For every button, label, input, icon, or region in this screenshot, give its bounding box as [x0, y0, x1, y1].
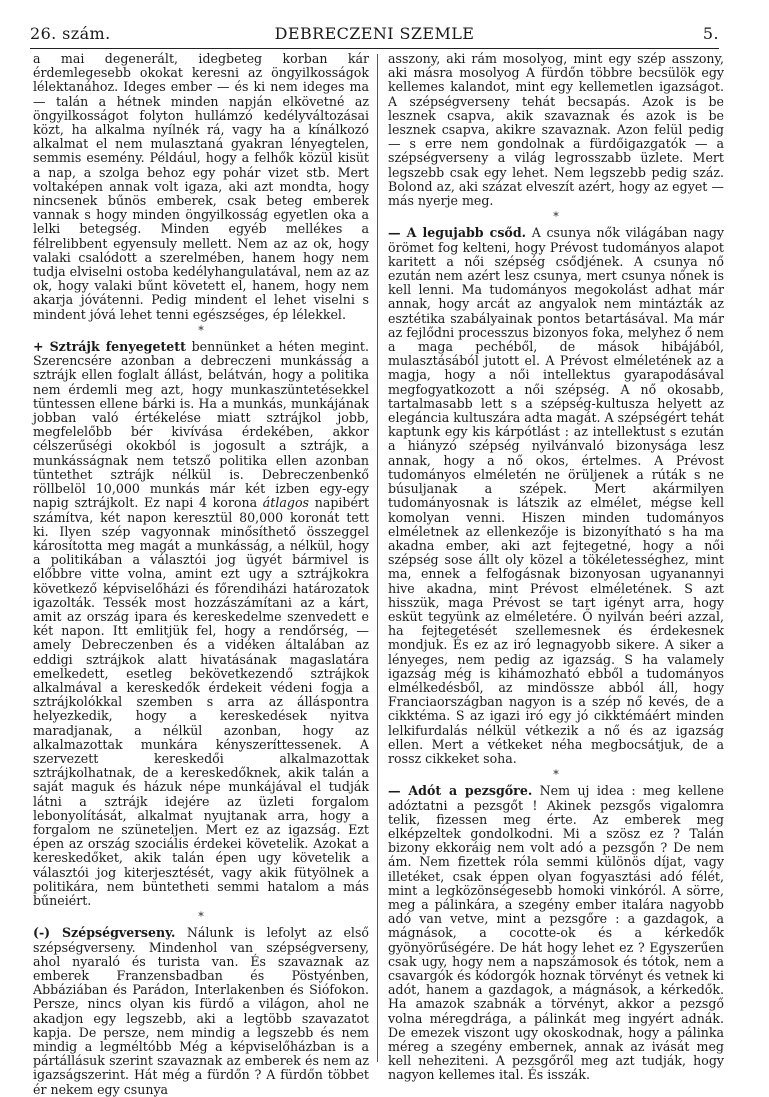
article-title: (-) Szépségverseny. [33, 925, 176, 941]
article-emphasis: átlagos [262, 495, 310, 511]
page-number: 5. [702, 24, 719, 43]
section-separator: * [198, 910, 204, 924]
article-bankruptcy [388, 226, 724, 766]
article-beauty-contest [33, 926, 369, 1096]
article-text: napibért számítva, két napon keresztül 80,000 koronát tett ki. Ilyen szép vagyonnak minősíthető összeggel károsította meg magát a munkásság, a nélkül, hogy a politikában a választói jog ügyét bármivel is előbbre vitte volna, amint ezt ugy a sztrájkokra következő képviselőházi és főrendiházi határozatok igazolták. Tessék most hozzászámítani az a kárt, amit az ország ipara és kereskedelme szenvedett e két napon. Itt emlitjük fel, hogy a rendőrség, —amely Debreczenben és a vidéken általában az eddigi sztrájkok alatt hivatásának magaslatára emelkedett, esetleg bekövetkezendő sztrájkok alkalmával a kereskedők érdekeit védeni fogja a sztrájkolókkal szemben s arra az álláspontra helyezkedik, hogy a kereskedések nyitva maradjanak, a nélkül azonban, hogy az alkalmazottak munkára kényszeríttessenek. A szervezett kereskedői alkalmazottak sztrájkolhatnak, de a kereskedőknek, akik talán a saját maguk és házuk népe munkájával el tudják látni a sztrájk idejére az üzleti forgalom lebonyolítását, alkalmat nyujtanak arra, hogy a forgalom ne szüneteljen. Mert ez az igazság. Ezt épen az ország szociális érdekei követelik. Azokat a kereskedőket, akik talán épen ugy követelik a választói jog kiterjesztését, vagy akik fütyölnek a politikára, nem büntetheti semmi hatalom a más bűneiért. [33, 495, 370, 908]
article-title: — Adót a pezsgőre. [388, 783, 533, 799]
article-text: bennünket a héten megint. Szerencsére azonban a debreczeni munkásság a sztrájk ellen foglalt állást, belátván, hogy a politika nem érdemli meg azt, hogy munkaszüntetésekkel tüntessen ellene bárki is. Ha a munkás, munkájának jobban való értékelése miatt sztrájkol jobb, megfelelőbb bér kivívása érdekében, akkor célszerűségi okokból is jogosult a sztrájk, a munkásságnak nem tetsző politika ellen azonban tüntethet sztrájk nélkül is. Debreczenbenkő röllbelöl 10,000 munkás már két izben egy-egy napig sztrájkolt. Ez napi 4 korona [33, 339, 369, 511]
article-champagne-tax [388, 784, 724, 1082]
article-text: Nálunk is lefolyt az első szépségverseny. Mindenhol van szépségverseny, ahol nyaraló és turista van. És szavaznak az emberek Franzensbadban és Pöstyénben, Abbáziában és Parádon, Interlakenben és Siófokon. Persze, nincs olyan kis fürdő a világon, ahol ne akadjon egy legszebb, aki a legtöbb szavazatot kapja. De persze, nem mindig a legszebb és nem mindig a legméltóbb Még a képviselőházban is a pártállásuk szerint szavaznak az emberek és nem az igazságszerint. Hát még a fürdőn ? A fürdőn többet ér nekem egy csunya [33, 925, 370, 1097]
article-paragraph: a mai degenerált, idegbeteg korban kár érdemlegesebb okokat keresni az öngyilkosságok lélektanához. Ideges ember — és ki nem ideges ma — talán a hétnek minden napján elkövetné az öngyilkosságot folyton hullámzó kedélyváltozásai közt, ha alkalma nyílnék rá, vagy ha a kínálkozó alkalmat el nem mulasztaná gyakran lényegtelen, semmis esemény. Például, hogy a felhők közül kisüt a nap, a szolga behoz egy pohár vizet stb. Mert voltaképen annak volt igaza, aki azt mondta, hogy nincsenek bűnös emberek, csak beteg emberek vannak s hogy minden öngyilkosság egyetlen oka a lelki betegség. Minden egyéb mellékes a félrelibbent egyensuly mellett. Nem az az ok, hogy valaki csalódott a szerelmében, hanem hogy nem tudja elviselni ostoba kedélyhangulatával, nem az az ok, hogy valaki bűnt követett el, hanem, hogy nem akarja jóvátenni. Pedig mindent el lehet viselni s mindent jóvá lehet tenni egészséges, ép lélekkel. [33, 51, 369, 322]
left-column [33, 52, 369, 1097]
article-title: + Sztrájk fenyegetett [33, 339, 186, 355]
article-text: Nem uj idea : meg kellene adóztatni a pezsgőt ! Akinek pezsgős vigalomra telik, fizessen meg érte. Az emberek meg elképzeltek gondolkodni. Mi a szösz ez ? Talán bizony ekkoráig nem volt adó a pezsgőn ? De nem ám. Nem fizettek róla semmi különös díjat, vagy illetéket, csak éppen olyan fogyasztási adó félét, mint a legközönségesebb homoki vinkóról. A sörre, meg a pálinkára, a szegény ember italára nagyobb adó van vetve, mint a pezsgőre : a gazdagok, a mágnások, a cocotte-ok és a kérkedők gyönyörűségére. De hát hogy lehet ez ? Egyszerűen csak ugy, hogy nem a napszámosok és tótok, nem a csavargók és kódorgók hoznak törvényt és vetnek ki adót, hanem a gazdagok, a mágnások, a kérkedők. Ha amazok szabnák a törvényt, akkor a pezsgő volna méregdrága, a pálinkát meg ingyért adnák. De emezek viszont ugy okoskodnak, hogy a pálinka méreg a szegény embernek, annak az ivását meg kell neheziteni. A pezsgőről meg azt tudják, hogy nagyon kellemes ital. És isszák. [388, 783, 725, 1083]
article-paragraph: asszony, aki rám mosolyog, mint egy szép asszony, aki másra mosolyog A fürdőn többre becsülök egy kellemes kalandot, mint egy kellemetlen igazságot. A szépségverseny tehát becsapás. Azok is be lesznek csapva, akik szavaznak és azok is be lesznek csapva, akikre szavaznak. Azon felül pedig — s erre nem gondolnak a fürdőigazgatók — a szépségverseny a világ legrosszabb üzlete. Mert legszebb csak egy lehet. Nem legszebb pedig száz. Bolond az, aki százat elveszít azért, hogy az egyet — más nyerje meg. [388, 51, 724, 209]
section-separator: * [198, 323, 204, 337]
article-text: A csunya nők világában nagy örömet fog kelteni, hogy Prévost tudományos alapot karitett a női szépség csődjének. A csunya nő ezután nem azért lesz csunya, mert csunya nőnek is kell lenni. Ma tudományos megokolást adhat már annak, hogy arcát az angyalok nem mintázták az esztétika szabályainak pontos betartásával. Ma már az fejlődni processzus bizonyos foka, melyhez ő nem a maga pechéből, de mások hibájából, mulasztásából jutott el. A Prévost elméletének az a magja, hogy a női intellektus gyarapodásával megfogyatkozott a női szépség. A nő okosabb, tartalmasabb lett s a szépség-kultusza helyett az elegáncia kultuszára adta magát. A szépségért tehát kaptunk egy kis kárpótlást : az intellektust s ezután a hiányzó szépség nyilvánvaló bizonysága lesz annak, hogy a nő okos, értelmes. A Prévost tudományos elméletén ne örüljenek a rúták s ne búsuljanak a szépek. Mert akármilyen tudományosnak is látszik az elmélet, mégse kell komolyan venni. Hiszen minden tudományos elméletnek az ellenkezője is bizonyítható s ha ma akadna ember, aki azt fejtegetné, hogy a női szépség sose állt oly közel a tökéletességhez, mint ma, ennek a felfogásnak bizonyosan ugyanannyi hive akadna, mint Prévost elméletének. S azt hisszük, maga Prévost se tart igényt arra, hogy esküt tegyünk az elméletére. Ő nyilván beéri azzal, ha fejtegetését szellemesnek és érdekesnek mondjuk. És ez az iró legnagyobb sikere. A siker a lényeges, nem pedig az igazság. S ha valamely igazság még is kihámozható ebből a tudományos elmélkedésből, az mindössze abból áll, hogy Franciaországban nagyon is a szép nő kevés, de a cikktéma. S az igazi iró egy jó cikktémáért minden lelkifurdalás nélkül vétkezik a nő és az igazság ellen. Mert a vétkeket néha megbocsátjuk, de a rossz cikkeket soha. [388, 225, 724, 766]
article-title: — A legujabb csőd. [388, 225, 527, 241]
section-separator: * [553, 768, 559, 782]
page-header [30, 24, 719, 46]
publication-title: DEBRECZENI SZEMLE [274, 24, 475, 43]
header-rule [30, 48, 719, 49]
right-column [388, 52, 724, 1083]
article-strike [33, 340, 369, 908]
section-separator: * [553, 210, 559, 224]
issue-number: 26. szám. [30, 24, 111, 43]
column-divider [377, 54, 378, 1062]
